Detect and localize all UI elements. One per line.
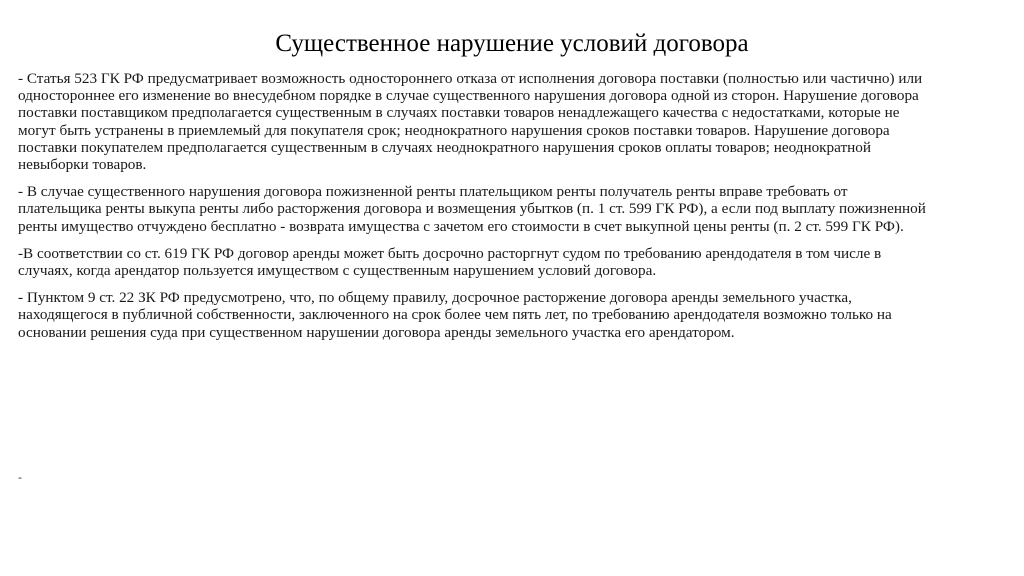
paragraph-land-lease: - Пунктом 9 ст. 22 ЗК РФ предусмотрено, что, по общему правилу, досрочное расторжение договора аренды земельного участка, находящегося в публичной собственности, заключенного на срок более чем пять лет, по требованию арендодателя возможно только на основании решения суда при существенном нарушении договора аренды земельного участка его арендатором. <box>18 289 892 341</box>
slide-body <box>18 70 933 351</box>
paragraph-lease-termination: -В соответствии со ст. 619 ГК РФ договор аренды может быть досрочно расторгнут судом по требованию арендодателя в том числе в случаях, когда арендатор пользуется имуществом с существенным нарушением условий договора. <box>18 244 882 280</box>
slide-title: Существенное нарушение условий договора <box>275 30 749 57</box>
trailing-dash: - <box>18 470 22 484</box>
paragraph-life-annuity: - В случае существенного нарушения договора пожизненной ренты плательщиком ренты получатель ренты вправе требовать от плательщика ренты выкупа ренты либо расторжения договора и возмещения убытков (п. 1 ст. 599 ГК РФ), а если под выплату пожизненной ренты имущество отчуждено бесплатно - возврата имущества с зачетом его стоимости в счет выкупной цены ренты (п. 2 ст. 599 ГК РФ). <box>18 183 926 235</box>
paragraph-supply-contract: - Статья 523 ГК РФ предусматривает возможность одностороннего отказа от исполнения договора поставки (полностью или частично) или одностороннее его изменение во внесудебном порядке в случае существенного нарушения договора одной из сторон. Нарушение договора поставки поставщиком предполагается существенным в случаях поставки товаров ненадлежащего качества с недостатками, которые не могут быть устранены в приемлемый для покупателя срок; неоднократного нарушения сроков поставки товаров. Нарушение договора поставки покупателем предполагается существенным в случаях неоднократного нарушения сроков оплаты товаров; неоднократной невыборки товаров. <box>18 70 923 174</box>
